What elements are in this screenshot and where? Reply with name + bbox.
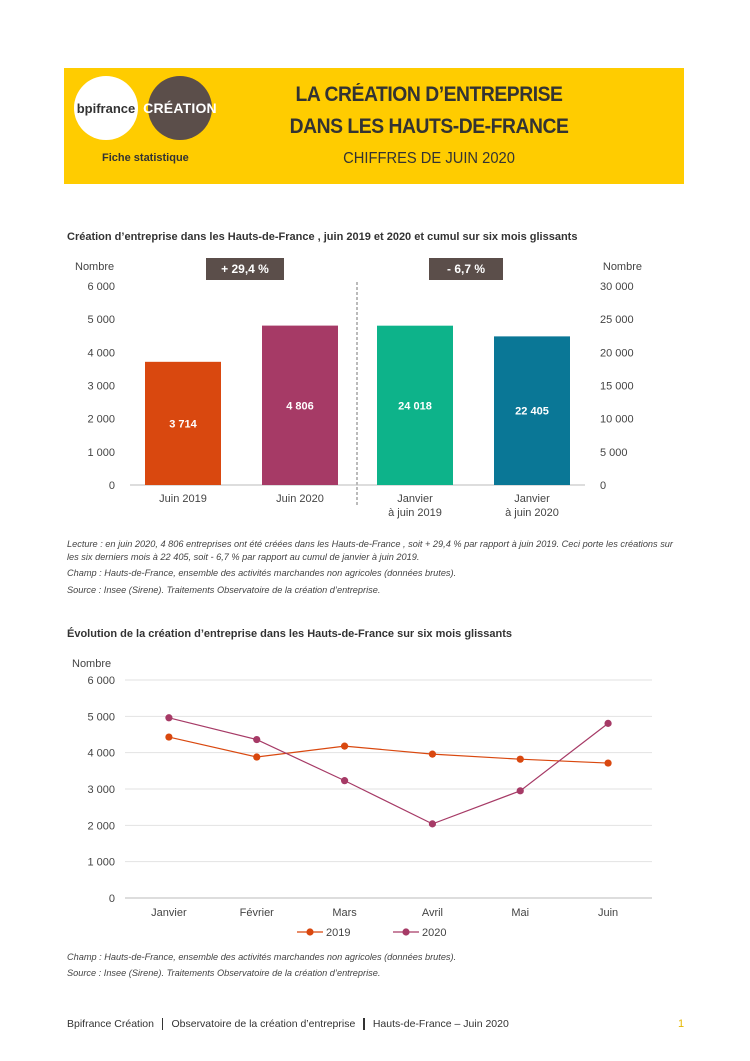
- chart2-title: Évolution de la création d’entreprise dans les Hauts-de-France sur six mois glissants: [67, 628, 513, 640]
- y-tick-left: 4 000: [87, 347, 115, 360]
- footer-brand: Bpifrance Création: [67, 1018, 154, 1030]
- chart2-ylabel: Nombre: [72, 658, 112, 670]
- x-tick-label: Janvier: [397, 493, 433, 505]
- page-title-line2: DANS LES HAUTS-DE-FRANCE: [289, 115, 569, 138]
- data-point-2019: [253, 753, 260, 760]
- chart1-ylabel-left: Nombre: [75, 261, 115, 273]
- page-subtitle: CHIFFRES DE JUIN 2020: [343, 150, 515, 167]
- data-point-2019: [341, 743, 348, 750]
- data-point-2019: [604, 759, 611, 766]
- bar-value-label: 3 714: [169, 418, 197, 431]
- x-tick-label: Juin 2020: [276, 493, 324, 505]
- line-chart: [60, 652, 660, 948]
- data-point-2020: [604, 720, 611, 727]
- y-tick-right: 0: [600, 480, 607, 492]
- y-tick: 6 000: [87, 675, 115, 687]
- y-tick: 1 000: [87, 856, 115, 869]
- y-tick: 2 000: [87, 820, 115, 833]
- fiche-label: Fiche statistique: [102, 152, 189, 164]
- data-point-2019: [429, 751, 436, 758]
- header-band: [64, 68, 684, 184]
- y-tick-right: 20 000: [600, 347, 634, 360]
- y-tick: 5 000: [87, 711, 115, 724]
- data-point-2020: [165, 714, 172, 721]
- x-tick-label: Mars: [332, 907, 357, 919]
- y-tick-left: 3 000: [87, 380, 115, 393]
- x-tick-label: Janvier: [514, 493, 550, 505]
- x-tick-label: Juin 2019: [159, 493, 207, 505]
- data-point-2020: [253, 736, 260, 743]
- legend-label: 2020: [422, 927, 447, 939]
- y-tick: 0: [108, 893, 115, 905]
- x-tick-label-line2: à juin 2020: [505, 507, 559, 519]
- y-tick-right: 5 000: [600, 446, 628, 459]
- bar-chart: [60, 252, 660, 532]
- page-title-line1: LA CRÉATION D’ENTREPRISE: [295, 83, 563, 106]
- chart1-ylabel-right: Nombre: [602, 261, 642, 273]
- x-tick-label: Juin: [597, 907, 619, 919]
- data-point-2020: [429, 820, 436, 827]
- footer-region-date: Hauts-de-France – Juin 2020: [372, 1018, 509, 1030]
- chart1-lecture-note: Lecture : en juin 2020, 4 806 entreprises ont été créées dans les Hauts-de-France , soit + 29,4 % par rapport à juin 2019. Ceci porte les créations sur les six derniers mois à 22 405, soit - 6,7 % par rapport au cumul de janvier à juin 2019.: [67, 539, 673, 562]
- creation-logo: CRÉATION: [148, 76, 212, 140]
- badge-left-text: + 29,4 %: [221, 262, 269, 276]
- y-tick-left: 5 000: [87, 314, 115, 327]
- y-tick-right: 10 000: [600, 413, 634, 426]
- y-tick: 4 000: [87, 747, 115, 760]
- x-tick-label: Janvier: [151, 907, 187, 919]
- data-point-2020: [517, 787, 524, 794]
- footer-separator: [162, 1018, 164, 1030]
- y-tick-left: 2 000: [87, 413, 115, 426]
- data-point-2020: [341, 777, 348, 784]
- x-tick-label: Mai: [511, 907, 530, 919]
- footer-observatoire: Observatoire de la création d’entreprise: [171, 1018, 356, 1030]
- legend-label: 2019: [326, 927, 351, 939]
- y-tick-left: 1 000: [87, 446, 115, 459]
- footer: [67, 1018, 687, 1030]
- bar-value-label: 4 806: [286, 400, 314, 413]
- bpifrance-logo: bpifrance: [74, 76, 138, 140]
- bar-value-label: 22 405: [515, 405, 549, 418]
- series-line-2019: [169, 737, 608, 763]
- chart1-title: Création d’entreprise dans les Hauts-de-France , juin 2019 et 2020 et cumul sur six mois glissants: [67, 231, 578, 243]
- legend-marker: [306, 928, 313, 935]
- x-tick-label: Avril: [421, 907, 444, 919]
- x-tick-label-line2: à juin 2019: [388, 507, 442, 519]
- y-tick-right: 15 000: [600, 380, 634, 393]
- y-tick-left: 0: [108, 480, 115, 492]
- chart2-source-note: Source : Insee (Sirene). Traitements Observatoire de la création d’entreprise.: [67, 968, 381, 978]
- chart2-champ-note: Champ : Hauts-de-France, ensemble des activités marchandes non agricoles (données brutes).: [67, 952, 457, 962]
- legend-marker: [402, 928, 409, 935]
- y-tick: 3 000: [87, 784, 115, 796]
- y-tick-left: 6 000: [87, 281, 115, 293]
- bar-value-label: 24 018: [398, 400, 432, 413]
- series-line-2020: [169, 718, 608, 824]
- data-point-2019: [517, 756, 524, 763]
- y-tick-right: 25 000: [600, 314, 634, 327]
- badge-right-text: - 6,7 %: [446, 262, 486, 276]
- footer-separator: [363, 1018, 365, 1030]
- chart1-source-note: Source : Insee (Sirene). Traitements Observatoire de la création d’entreprise.: [67, 585, 381, 595]
- chart1-champ-note: Champ : Hauts-de-France, ensemble des activités marchandes non agricoles (données brutes).: [67, 568, 457, 578]
- page-number: 1: [678, 1018, 685, 1030]
- data-point-2019: [165, 733, 172, 740]
- x-tick-label: Février: [239, 907, 274, 919]
- y-tick-right: 30 000: [600, 281, 634, 293]
